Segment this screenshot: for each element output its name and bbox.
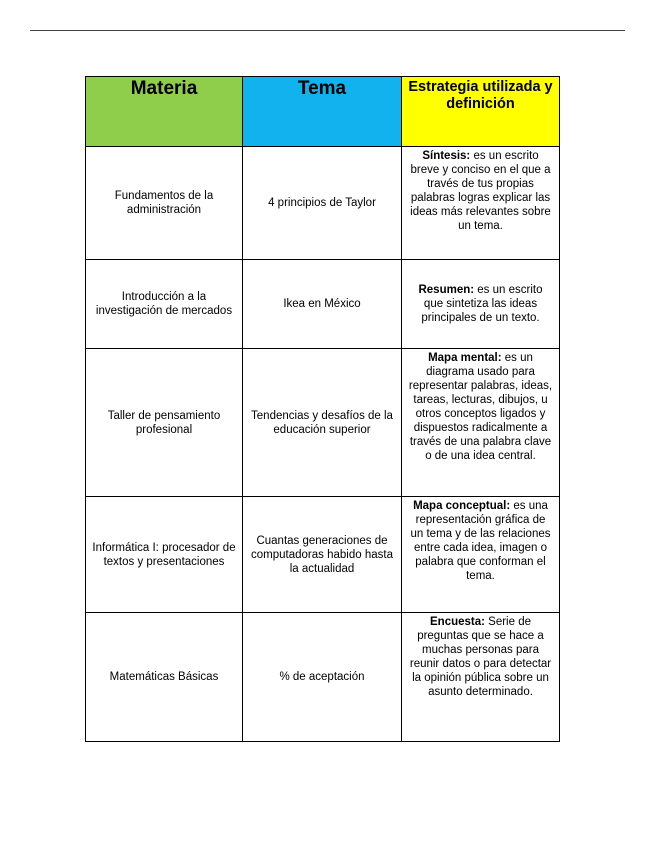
- header-row: [86, 77, 560, 147]
- topic-cell: Ikea en México: [243, 260, 402, 349]
- table-row: [86, 260, 560, 349]
- top-rule: [30, 30, 625, 31]
- header-tema: [243, 77, 402, 147]
- subjects-table: [85, 76, 560, 742]
- strategy-definition: es un escrito que sintetiza las ideas principales de un texto.: [421, 284, 543, 324]
- strategy-term: Resumen:: [418, 284, 475, 296]
- header-estrategia: [402, 77, 560, 147]
- strategy-term: Mapa conceptual:: [413, 500, 511, 512]
- subject-cell: Taller de pensamiento profesional: [86, 349, 243, 497]
- header-tema-label: Tema: [297, 78, 347, 99]
- subject-cell: Introducción a la investigación de mercados: [86, 260, 243, 349]
- strategy-definition: es una representación gráfica de un tema y de las relaciones entre cada idea, imagen o palabra que conforman el tema.: [410, 500, 551, 582]
- topic-cell: Tendencias y desafíos de la educación superior: [243, 349, 402, 497]
- subject-cell: Informática I: procesador de textos y presentaciones: [86, 497, 243, 613]
- topic-cell: Cuantas generaciones de computadoras habido hasta la actualidad: [243, 497, 402, 613]
- strategy-cell: [402, 260, 560, 349]
- strategy-cell: [402, 613, 560, 742]
- subject-cell: Fundamentos de la administración: [86, 147, 243, 260]
- strategy-term: Mapa mental:: [428, 352, 502, 364]
- header-materia: [86, 77, 243, 147]
- strategy-cell: [402, 349, 560, 497]
- table-row: [86, 497, 560, 613]
- table-row: [86, 349, 560, 497]
- header-materia-label: Materia: [130, 78, 198, 99]
- strategy-term: Síntesis:: [422, 150, 471, 162]
- strategy-cell: [402, 147, 560, 260]
- strategy-definition: Serie de preguntas que se hace a muchas personas para reunir datos o para detectar la opinión pública sobre un asunto determinado.: [409, 616, 552, 698]
- topic-cell: % de aceptación: [243, 613, 402, 742]
- strategy-cell: [402, 497, 560, 613]
- table-row: [86, 147, 560, 260]
- strategy-definition: es un diagrama usado para representar palabras, ideas, tareas, lecturas, dibujos, u otros conceptos ligados y dispuestos radicalmente a través de una palabra clave o de una idea central.: [408, 352, 553, 462]
- subject-cell: Matemáticas Básicas: [86, 613, 243, 742]
- strategy-definition: es un escrito breve y conciso en el que a través de tus propias palabras logras explicar las ideas más relevantes sobre un tema.: [410, 150, 551, 232]
- topic-cell: 4 principios de Taylor: [243, 147, 402, 260]
- table-row: [86, 613, 560, 742]
- strategy-term: Encuesta:: [430, 616, 485, 628]
- header-estrategia-label: Estrategia utilizada y definición: [408, 79, 553, 112]
